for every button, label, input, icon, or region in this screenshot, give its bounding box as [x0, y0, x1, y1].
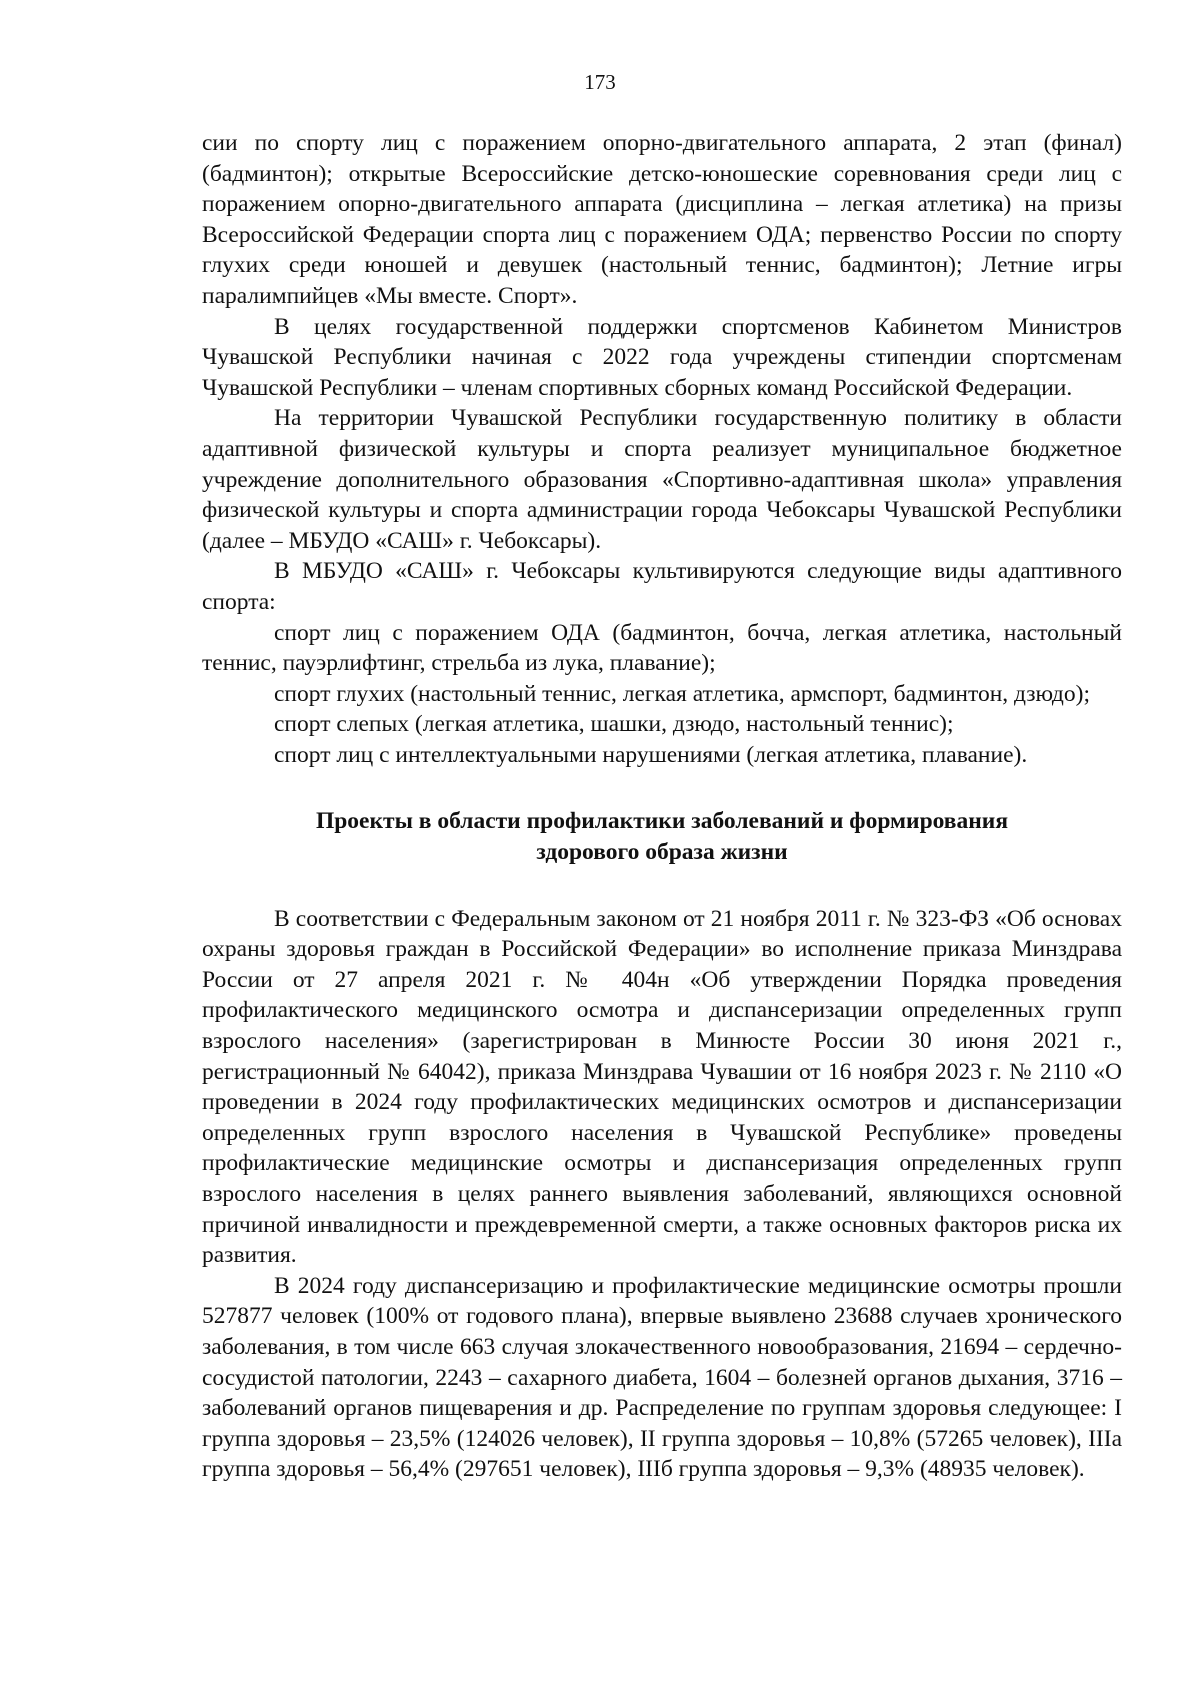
paragraph-continued: сии по спорту лиц с поражением опорно-двигательного аппарата, 2 этап (финал) (бадминтон); открытые Всероссийские детско-юношеские соревнования среди лиц с поражением опорно-двигательного аппарата (дисциплина – легкая атлетика) на призы Всероссийской Федерации спорта лиц с поражением ОДА; первенство России по спорту глухих среди юношей и девушек (настольный теннис, бадминтон); Летние игры паралимпийцев «Мы вместе. Спорт».: [202, 130, 1122, 309]
paragraph-sports-intro: В МБУДО «САШ» г. Чебоксары культивируются следующие виды адаптивного спорта:: [202, 558, 1122, 615]
document-body: [202, 128, 1122, 1485]
page-number: 173: [584, 70, 616, 94]
section-heading: [202, 806, 1122, 867]
list-item-intellectual-sport: спорт лиц с интеллектуальными нарушениями (легкая атлетика, плавание).: [274, 741, 1028, 768]
section-heading-line-2: здорового образа жизни: [536, 839, 788, 866]
paragraph-adaptive-school: На территории Чувашской Республики государственную политику в области адаптивной физической культуры и спорта реализует муниципальное бюджетное учреждение дополнительного образования «Спортивно-адаптивная школа» управления физической культуры и спорта администрации города Чебоксары Чувашской Республики (далее – МБУДО «САШ» г. Чебоксары).: [202, 405, 1122, 554]
list-item-deaf-sport: спорт глухих (настольный теннис, легкая атлетика, армспорт, бадминтон, дзюдо);: [274, 680, 1090, 707]
paragraph-legal-basis: В соответствии с Федеральным законом от 21 ноября 2011 г. № 323-ФЗ «Об основах охраны здоровья граждан в Российской Федерации» во исполнение приказа Минздрава России от 27 апреля 2021 г. № 404н «Об утверждении Порядка проведения профилактического медицинского осмотра и диспансеризации определенных групп взрослого населения» (зарегистрирован в Минюсте России 30 июня 2021 г., регистрационный № 64042), приказа Минздрава Чувашии от 16 ноября 2023 г. № 2110 «О проведении в 2024 году профилактических медицинских осмотров и диспансеризации определенных групп взрослого населения в Чувашской Республике» проведены профилактические медицинские осмотры и диспансеризация определенных групп взрослого населения в целях раннего выявления заболеваний, являющихся основной причиной инвалидности и преждевременной смерти, а также основных факторов риска их развития.: [202, 905, 1122, 1269]
paragraph-scholarships: В целях государственной поддержки спортсменов Кабинетом Министров Чувашской Республики начиная с 2022 года учреждены стипендии спортсменам Чувашской Республики – членам спортивных сборных команд Российской Федерации.: [202, 313, 1122, 401]
paragraph-2024-results: В 2024 году диспансеризацию и профилактические медицинские осмотры прошли 527877 человек (100% от годового плана), впервые выявлено 23688 случаев хронического заболевания, в том числе 663 случая злокачественного новообразования, 21694 – сердечно-сосудистой патологии, 2243 – сахарного диабета, 1604 – болезней органов дыхания, 3716 – заболеваний органов пищеварения и др. Распределение по группам здоровья следующее: I группа здоровья – 23,5% (124026 человек), II группа здоровья – 10,8% (57265 человек), IIIа группа здоровья – 56,4% (297651 человек), IIIб группа здоровья – 9,3% (48935 человек).: [202, 1272, 1122, 1483]
list-item-oda-sport: спорт лиц с поражением ОДА (бадминтон, бочча, легкая атлетика, настольный теннис, пауэрлифтинг, стрельба из лука, плавание);: [202, 619, 1122, 677]
section-heading-line-1: Проекты в области профилактики заболеваний и формирования: [315, 808, 1009, 835]
list-item-blind-sport: спорт слепых (легкая атлетика, шашки, дзюдо, настольный теннис);: [274, 711, 954, 738]
